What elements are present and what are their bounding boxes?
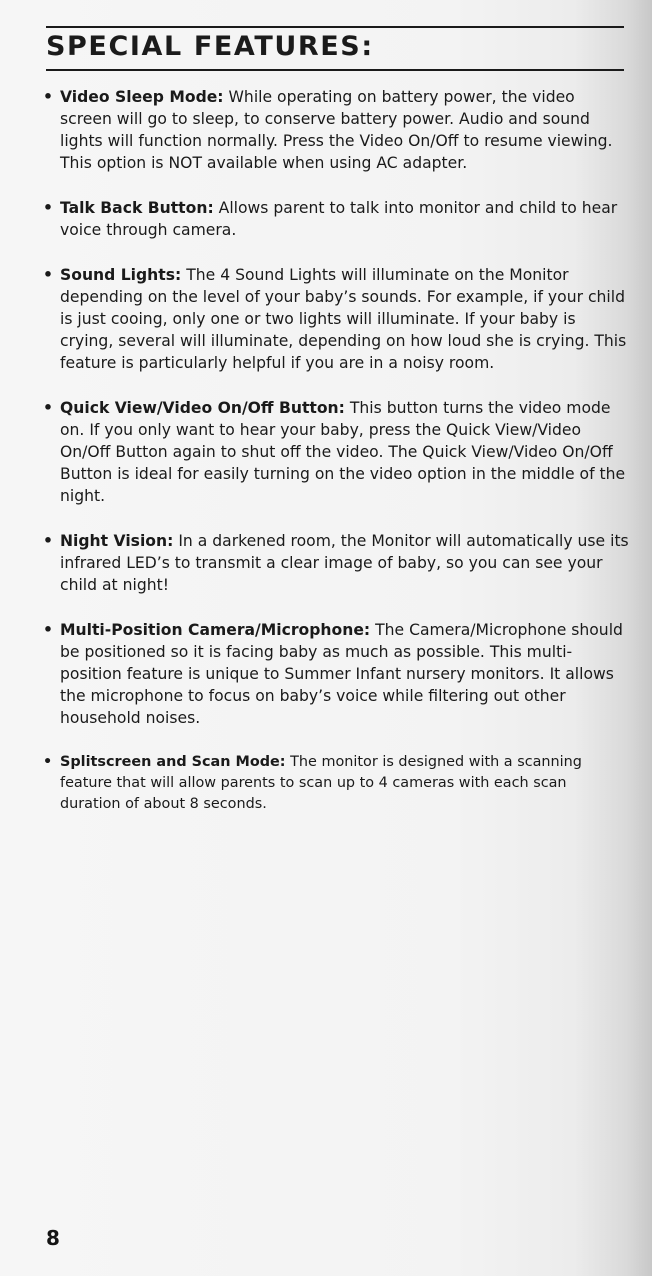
feature-name: Video Sleep Mode: bbox=[60, 88, 224, 106]
bullet: • bbox=[43, 266, 53, 284]
bullet: • bbox=[43, 754, 53, 770]
feature-description: The Camera/Microphone should be positioned so it is facing baby as much as possible. This multi-position feature is unique to Summer Infant nursery monitors. It allows the microphone to focus on baby’s voice while filtering out other household noises. bbox=[60, 621, 623, 727]
feature-name: Sound Lights: bbox=[60, 266, 182, 284]
feature-multi-position-camera bbox=[40, 619, 630, 729]
feature-list bbox=[40, 86, 630, 815]
bullet: • bbox=[43, 621, 53, 639]
feature-sound-lights bbox=[40, 264, 630, 374]
feature-splitscreen-scan-mode bbox=[40, 752, 630, 815]
feature-name: Multi-Position Camera/Microphone: bbox=[60, 621, 371, 639]
page-number: 8 bbox=[46, 1226, 60, 1250]
bullet: • bbox=[43, 399, 53, 417]
feature-description: In a darkened room, the Monitor will automatically use its infrared LED’s to transmit a clear image of baby, so you can see your child at night! bbox=[60, 532, 629, 594]
title-underline bbox=[46, 69, 624, 71]
page-title: SPECIAL FEATURES: bbox=[46, 31, 374, 62]
feature-name: Talk Back Button: bbox=[60, 199, 214, 217]
feature-description: The monitor is designed with a scanning feature that will allow parents to scan up to 4 cameras with each scan duration of about 8 seconds. bbox=[60, 754, 582, 812]
feature-description: The 4 Sound Lights will illuminate on the Monitor depending on the level of your baby’s sounds. For example, if your child is just cooing, only one or two lights will illuminate. If your baby is crying, several will illuminate, depending on how loud she is crying. This feature is particularly helpful if you are in a noisy room. bbox=[60, 266, 627, 372]
feature-talk-back-button bbox=[40, 197, 630, 241]
feature-description: Allows parent to talk into monitor and child to hear voice through camera. bbox=[60, 199, 618, 239]
bullet: • bbox=[43, 199, 53, 217]
feature-name: Quick View/Video On/Off Button: bbox=[60, 399, 345, 417]
bullet: • bbox=[43, 532, 53, 550]
header-rule bbox=[46, 26, 624, 28]
feature-night-vision bbox=[40, 530, 630, 596]
feature-description: While operating on battery power, the video screen will go to sleep, to conserve battery power. Audio and sound lights will function normally. Press the Video On/Off to resume viewing. This option is NOT available when using AC adapter. bbox=[60, 88, 613, 172]
feature-name: Splitscreen and Scan Mode: bbox=[60, 754, 286, 770]
feature-quick-view-button bbox=[40, 397, 630, 507]
feature-name: Night Vision: bbox=[60, 532, 174, 550]
bullet: • bbox=[43, 88, 53, 106]
feature-video-sleep-mode bbox=[40, 86, 630, 174]
feature-description: This button turns the video mode on. If you only want to hear your baby, press the Quick View/Video On/Off Button again to shut off the video. The Quick View/Video On/Off Button is ideal for easily turning on the video option in the middle of the night. bbox=[60, 399, 626, 505]
